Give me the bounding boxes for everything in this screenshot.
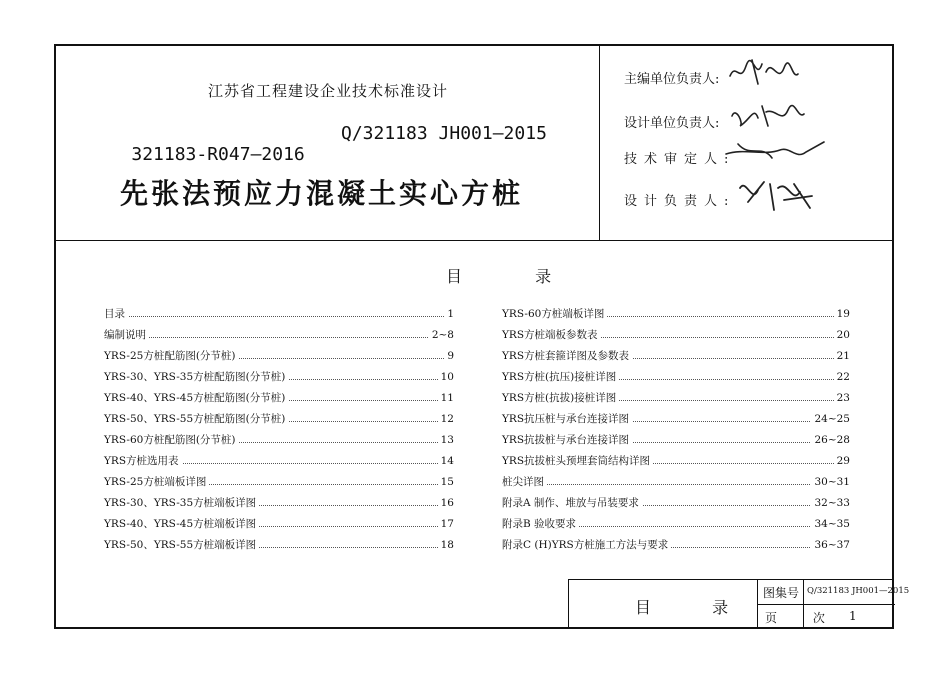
toc-leader-dots	[104, 337, 450, 338]
drawing-frame	[54, 44, 910, 629]
standard-subtitle: 江苏省工程建设企业技术标准设计	[208, 82, 449, 100]
toc-entry	[104, 388, 454, 409]
toc-entry-title: YRS方桩端板参数表	[502, 325, 601, 346]
toc-entry-page: 9	[444, 346, 454, 367]
toc-entry-title: 附录A 制作、堆放与吊装要求	[502, 493, 642, 514]
resp-label: 设计负责人:	[624, 194, 736, 209]
toc-entry-page: 1	[444, 304, 454, 325]
toc-right-column	[502, 304, 850, 556]
toc-entry-page: 23	[834, 388, 850, 409]
code-right: Q/321183 JH001—2015	[341, 123, 547, 144]
toc-entry-page: 22	[834, 367, 850, 388]
title-block-divider	[757, 604, 895, 605]
toc-entry	[104, 514, 454, 535]
toc-entry	[502, 451, 850, 472]
toc-entry-title: YRS方桩(抗压)接桩详图	[502, 367, 619, 388]
toc-entry-title: YRS-40、YRS-45方桩端板详图	[104, 514, 259, 535]
toc-entry-page: 13	[438, 430, 454, 451]
toc-entry	[502, 430, 850, 451]
toc-entry	[104, 493, 454, 514]
toc-entry	[104, 451, 454, 472]
toc-entry	[502, 514, 850, 535]
page-number-label: 页 次	[765, 611, 841, 625]
toc-entry-page: 26~28	[811, 430, 850, 451]
resp-row-reviewer	[624, 148, 736, 167]
toc-entry-title: 附录B 验收要求	[502, 514, 579, 535]
toc-entry-page: 12	[438, 409, 454, 430]
toc-entry-title: YRS抗拔桩与承台连接详图	[502, 430, 632, 451]
signature-3	[724, 138, 828, 166]
toc-leader-dots	[104, 316, 450, 317]
toc-entry	[104, 367, 454, 388]
toc-entry-title: 桩尖详图	[502, 472, 547, 493]
toc-entry-title: YRS-25方桩配筋图(分节桩)	[104, 346, 239, 367]
toc-entry-title: YRS-30、YRS-35方桩配筋图(分节桩)	[104, 367, 288, 388]
resp-row-design-lead	[624, 190, 736, 209]
toc-entry-title: YRS抗压桩与承台连接详图	[502, 409, 632, 430]
toc-entry-title: YRS抗拔桩头预埋套筒结构详图	[502, 451, 653, 472]
toc-entry	[104, 430, 454, 451]
toc-entry-page: 20	[834, 325, 850, 346]
toc-entry-page: 32~33	[811, 493, 850, 514]
toc-entry-title: 编制说明	[104, 325, 149, 346]
toc-entry-title: YRS-50、YRS-55方桩端板详图	[104, 535, 259, 556]
title-block	[568, 579, 910, 629]
toc-entry	[104, 325, 454, 346]
toc-entry	[502, 472, 850, 493]
toc-entry-title: YRS-30、YRS-35方桩端板详图	[104, 493, 259, 514]
resp-label: 设计单位负责人:	[624, 116, 720, 131]
page-number-value: 1	[849, 609, 857, 623]
toc-leader-dots	[502, 484, 846, 485]
toc-entry-title: 目录	[104, 304, 128, 325]
toc-entry	[502, 304, 850, 325]
toc-entry	[502, 535, 850, 556]
toc-entry-title: YRS方桩套箍详图及参数表	[502, 346, 632, 367]
toc-entry	[104, 304, 454, 325]
signature-4	[734, 174, 816, 214]
toc-entry-title: YRS方桩(抗拔)接桩详图	[502, 388, 619, 409]
toc-left-column	[104, 304, 454, 556]
toc-entry-title: YRS-40、YRS-45方桩配筋图(分节桩)	[104, 388, 288, 409]
toc-entry	[502, 367, 850, 388]
header-divider	[56, 240, 892, 241]
page-title: 先张法预应力混凝土实心方桩	[120, 177, 524, 210]
toc-entry-page: 2~8	[429, 325, 454, 346]
resp-row-design-unit	[624, 112, 720, 131]
toc-entry-page: 14	[438, 451, 454, 472]
toc-entry-page: 15	[438, 472, 454, 493]
toc-entry-title: YRS-60方桩配筋图(分节桩)	[104, 430, 239, 451]
toc-entry-page: 34~35	[811, 514, 850, 535]
toc-entry	[502, 346, 850, 367]
toc-entry-page: 17	[438, 514, 454, 535]
toc-entry-title: YRS-25方桩端板详图	[104, 472, 209, 493]
toc-entry-page: 24~25	[811, 409, 850, 430]
toc-entry-title: YRS-50、YRS-55方桩配筋图(分节桩)	[104, 409, 288, 430]
toc-entry-title: YRS方桩选用表	[104, 451, 182, 472]
toc-entry-page: 10	[438, 367, 454, 388]
atlas-number-value: Q/321183 JH001—2015	[807, 586, 910, 596]
toc-entry	[502, 325, 850, 346]
atlas-number-label: 图集号	[763, 586, 800, 600]
toc-entry	[502, 388, 850, 409]
toc-heading: 目 录	[446, 267, 586, 286]
resp-label: 技术审定人:	[624, 152, 736, 167]
toc-entry-page: 16	[438, 493, 454, 514]
signature-2	[728, 98, 808, 132]
toc-entry-page: 18	[438, 535, 454, 556]
toc-entry-page: 19	[834, 304, 850, 325]
toc-entry	[502, 493, 850, 514]
code-left: 321183-R047—2016	[131, 144, 305, 165]
toc-entry-page: 30~31	[811, 472, 850, 493]
toc-entry-page: 36~37	[811, 535, 850, 556]
toc-entry-title: YRS-60方桩端板详图	[502, 304, 607, 325]
resp-row-editor	[624, 68, 720, 87]
toc-entry-page: 29	[834, 451, 850, 472]
toc-entry	[104, 346, 454, 367]
signature-1	[726, 54, 806, 90]
resp-label: 主编单位负责人:	[624, 72, 720, 87]
title-block-name: 目 录	[635, 598, 757, 617]
toc-entry	[104, 535, 454, 556]
toc-entry-title: 附录C (H)YRS方桩施工方法与要求	[502, 535, 671, 556]
header-vertical-divider	[599, 46, 600, 240]
toc-entry-page: 21	[834, 346, 850, 367]
toc-entry	[104, 472, 454, 493]
toc-entry	[502, 409, 850, 430]
toc-entry	[104, 409, 454, 430]
toc-entry-page: 11	[438, 388, 454, 409]
